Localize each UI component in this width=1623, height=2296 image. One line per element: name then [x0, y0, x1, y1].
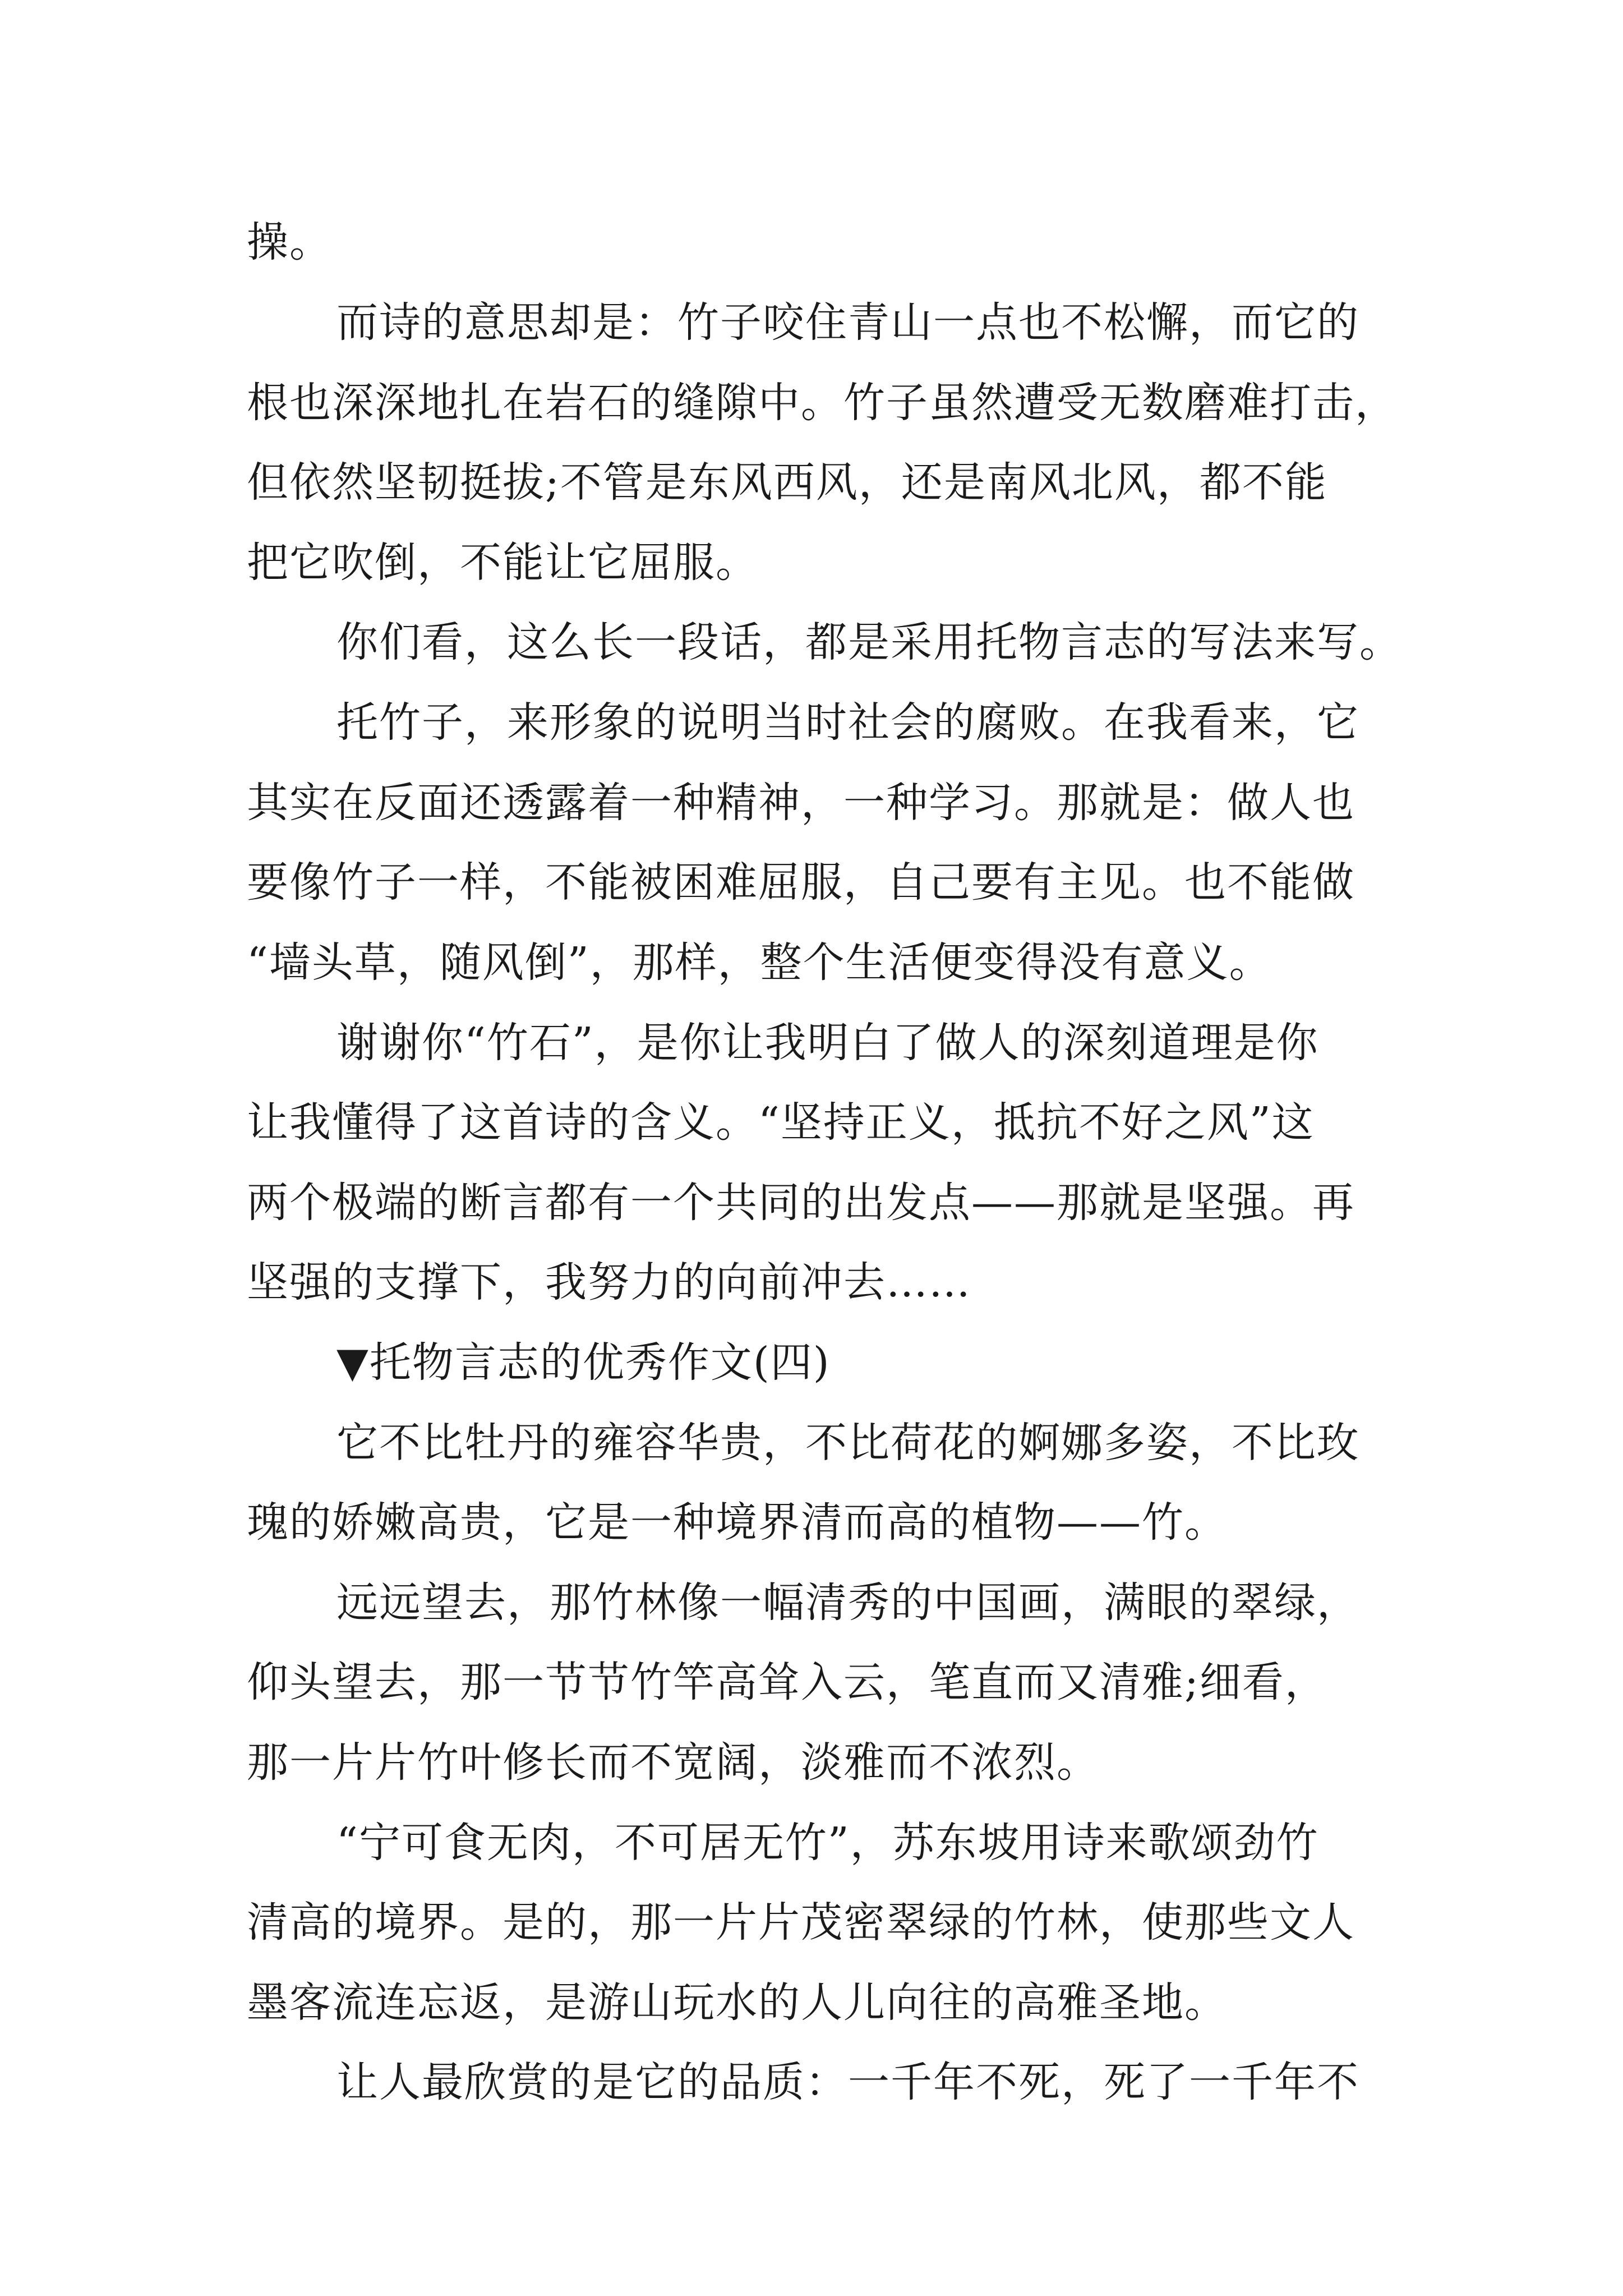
text-line: 两个极端的断言都有一个共同的出发点——那就是坚强。再 — [247, 1179, 1355, 1227]
text-line: 让人最欣赏的是它的品质：一千年不死，死了一千年不 — [336, 2058, 1359, 2106]
text-line: 它不比牡丹的雍容华贵，不比荷花的婀娜多姿，不比玫 — [336, 1419, 1359, 1467]
text-line: 那一片片竹叶修长而不宽阔，淡雅而不浓烈。 — [247, 1738, 1099, 1787]
text-line: 让我懂得了这首诗的含义。“坚持正义，抵抗不好之风”这 — [247, 1098, 1315, 1147]
text-line: 瑰的娇嫩高贵，它是一种境界清而高的植物——竹。 — [247, 1498, 1227, 1547]
text-line: 托竹子，来形象的说明当时社会的腐败。在我看来，它 — [336, 698, 1359, 747]
text-line: 根也深深地扎在岩石的缝隙中。竹子虽然遭受无数磨难打击， — [247, 379, 1398, 427]
text-line: “宁可食无肉，不可居无竹”，苏东坡用诗来歌颂劲竹 — [336, 1819, 1319, 1867]
section-heading: ▼托物言志的优秀作文(四) — [336, 1338, 831, 1387]
text-line: 而诗的意思却是：竹子咬住青山一点也不松懈，而它的 — [336, 298, 1359, 347]
text-line: “墙头草，随风倒”，那样，整个生活便变得没有意义。 — [247, 938, 1272, 987]
text-line: 但依然坚韧挺拔;不管是东风西风，还是南风北风，都不能 — [247, 458, 1327, 507]
text-line: 墨客流连忘返，是游山玩水的人儿向往的高雅圣地。 — [247, 1978, 1227, 2027]
text-line: 仰头望去，那一节节竹竿高耸入云，笔直而又清雅;细看， — [247, 1658, 1327, 1706]
text-line: 谢谢你“竹石”，是你让我明白了做人的深刻道理是你 — [336, 1019, 1319, 1067]
text-line: 远远望去，那竹林像一幅清秀的中国画，满眼的翠绿， — [336, 1579, 1359, 1627]
text-line: 其实在反面还透露着一种精神，一种学习。那就是：做人也 — [247, 779, 1355, 827]
text-line: 坚强的支撑下，我努力的向前冲去…… — [247, 1258, 971, 1306]
text-line: 操。 — [247, 218, 332, 266]
text-line: 把它吹倒，不能让它屈服。 — [247, 539, 758, 587]
text-line: 清高的境界。是的，那一片片茂密翠绿的竹林，使那些文人 — [247, 1898, 1355, 1947]
text-line: 你们看，这么长一段话，都是采用托物言志的写法来写。 — [336, 618, 1402, 666]
text-line: 要像竹子一样，不能被困难屈服，自己要有主见。也不能做 — [247, 858, 1355, 907]
